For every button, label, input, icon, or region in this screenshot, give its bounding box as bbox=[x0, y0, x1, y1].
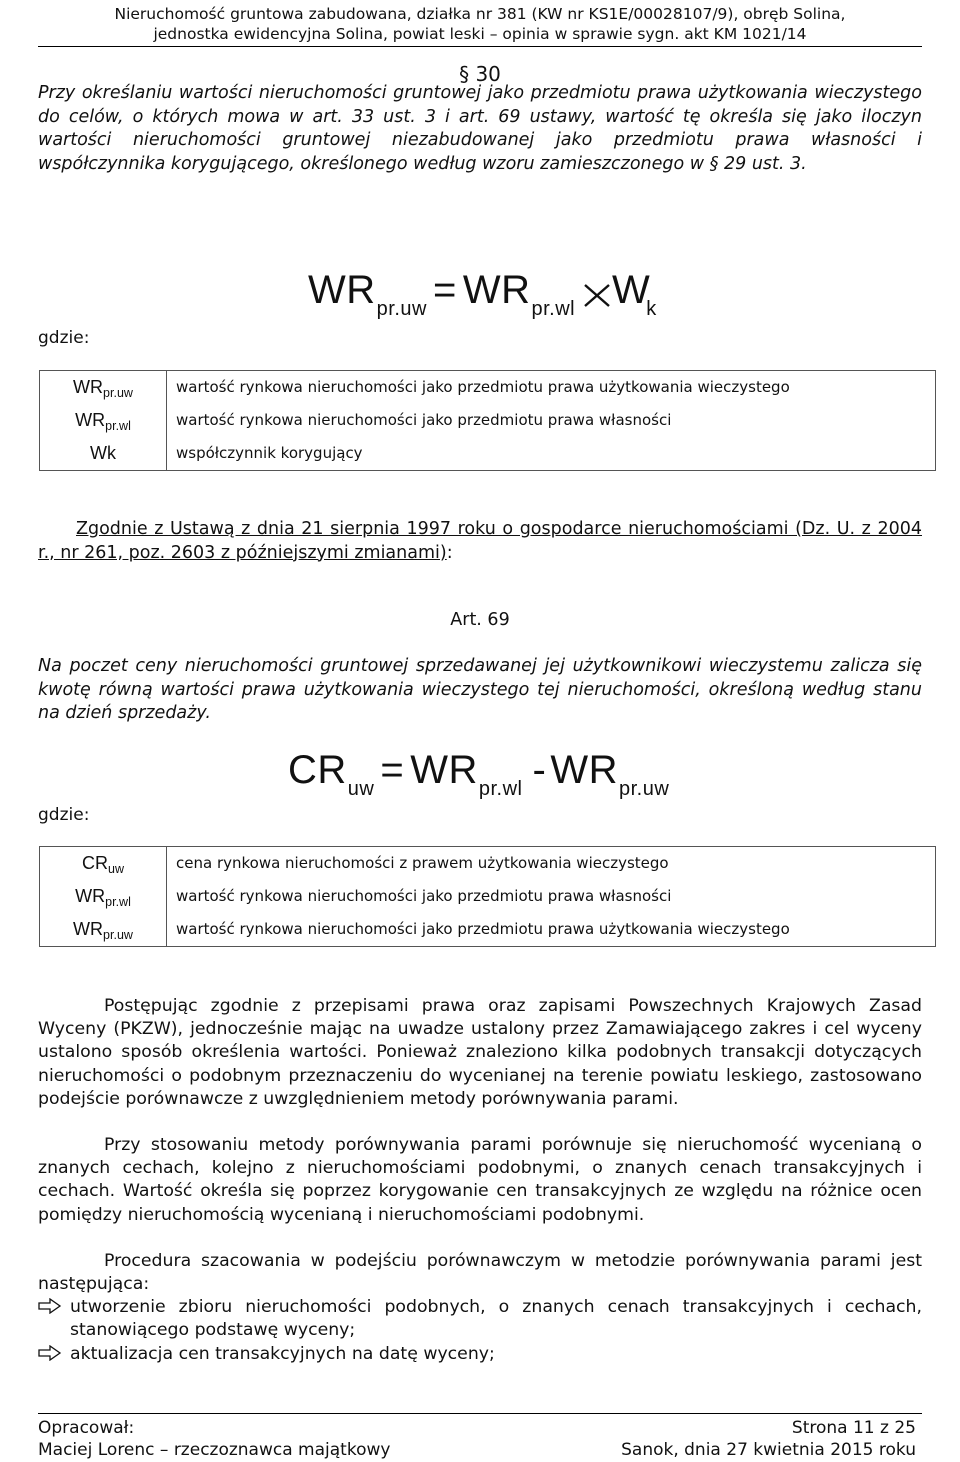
page-number: Strona 11 z 25 bbox=[791, 1418, 916, 1438]
paragraph-3: Procedura szacowania w podejściu porównawczym w metodzie porównywania parami jest następująca: bbox=[38, 1251, 922, 1295]
definitions-table-2 bbox=[39, 846, 936, 947]
footer-author-label: Opracował: bbox=[38, 1418, 135, 1438]
header-divider bbox=[38, 46, 922, 47]
footer-left bbox=[38, 1417, 390, 1461]
description-column bbox=[167, 371, 936, 471]
paragraph-2: Przy stosowaniu metody porównywania parami porównuje się nieruchomość wycenianą o znanych cechach, kolejno z nieruchomościami podobnymi, o znanych cenach transakcyjnych i cechach. Wartość określa się poprzez korygowanie cen transakcyjnych ze względu na różnice ocen pomiędzy nieruchomością wycenianą i nieruchomościami podobnymi. bbox=[38, 1135, 922, 1225]
formula2-r1: WR bbox=[410, 748, 478, 792]
symbol-column bbox=[40, 371, 167, 471]
formula-2 bbox=[288, 748, 670, 800]
symbol-column bbox=[40, 847, 167, 947]
footer-divider bbox=[38, 1413, 922, 1414]
place-date: Sanok, dnia 27 kwietnia 2015 roku bbox=[621, 1440, 916, 1460]
formula2-r2: WR bbox=[550, 748, 618, 792]
definition-text: współczynnik korygujący bbox=[176, 444, 363, 462]
formula2-r2-sub: pr.uw bbox=[618, 778, 670, 800]
formula1-lhs-sub: pr.uw bbox=[376, 298, 427, 320]
definition-text: wartość rynkowa nieruchomości jako przedmiotu prawa użytkowania wieczystego bbox=[176, 378, 790, 396]
formula2-equals: = bbox=[380, 748, 405, 792]
symbol-cell: $CR_{uw}$ bbox=[82, 853, 124, 876]
formula1-equals: = bbox=[432, 268, 457, 312]
list-item-text: utworzenie zbioru nieruchomości podobnych, o znanych cenach transakcyjnych i cechach, stanowiącego podstawę wyceny; bbox=[70, 1297, 922, 1341]
formula1-r1-sub: pr.wl bbox=[531, 298, 576, 320]
list-item bbox=[38, 1296, 922, 1342]
formula1-r2: W bbox=[612, 268, 651, 312]
header-line-1: Nieruchomość gruntowa zabudowana, działka nr 381 (KW nr KS1E/00028107/9), obręb Solina, bbox=[114, 5, 846, 23]
hollow-arrow-right-icon bbox=[38, 1345, 62, 1361]
formula1-where-label: gdzie: bbox=[38, 328, 90, 348]
symbol-cell: $WR_{pr.wl}$ bbox=[75, 410, 131, 433]
definition-text: wartość rynkowa nieruchomości jako przedmiotu prawa użytkowania wieczystego bbox=[176, 920, 790, 938]
symbol-cell: $WR_{pr.uw}$ bbox=[73, 919, 133, 942]
law-reference-text: Zgodnie z Ustawą z dnia 21 sierpnia 1997 roku o gospodarce nieruchomościami (Dz. U. z 2004 r., nr 261, poz. 2603 z późniejszymi zmianami) bbox=[38, 519, 922, 563]
formula1-r2-sub: k bbox=[646, 298, 657, 320]
list-item-text: aktualizacja cen transakcyjnych na datę wyceny; bbox=[70, 1344, 495, 1364]
formula2-r1-sub: pr.wl bbox=[478, 778, 523, 800]
section-number: § 30 bbox=[459, 62, 501, 86]
formula2-where-label: gdzie: bbox=[38, 805, 90, 825]
definitions-table-1 bbox=[39, 370, 936, 471]
header-line-2: jednostka ewidencyjna Solina, powiat leski – opinia w sprawie sygn. akt KM 1021/14 bbox=[153, 25, 807, 43]
page-header bbox=[0, 4, 960, 44]
footer-author: Maciej Lorenc – rzeczoznawca majątkowy bbox=[38, 1440, 391, 1460]
multiply-icon bbox=[582, 282, 614, 310]
formula2-lhs-sub: uw bbox=[347, 778, 375, 800]
symbol-cell: $WR_{pr.wl}$ bbox=[75, 886, 131, 909]
formula1-r1: WR bbox=[462, 268, 531, 312]
description-column bbox=[167, 847, 936, 947]
paragraph-1: Postępując zgodnie z przepisami prawa oraz zapisami Powszechnych Krajowych Zasad Wyceny (PKZW), jednocześnie mając na uwadze ustalony przez Zamawiającego zakres i cel wyceny ustalono sposób określenia wartości. Ponieważ znaleziono kilka podobnych transakcji dotyczących nieruchomości o podobnym przeznaczeniu do wycenianej na terenie powiatu leskiego, zastosowano podejście porównawcze z uwzględnieniem metody porównywania parami. bbox=[38, 996, 922, 1109]
article-text: Na poczet ceny nieruchomości gruntowej sprzedawanej jej użytkownikowi wieczystemu zalicza się kwotę równą wartości prawa użytkowania wieczystego tej nieruchomości, określoną według stanu na dzień sprzedaży. bbox=[38, 656, 922, 723]
article-title: Art. 69 bbox=[450, 610, 510, 630]
symbol-cell: Wk bbox=[90, 443, 116, 463]
formula2-minus: - bbox=[532, 748, 547, 792]
definition-text: wartość rynkowa nieruchomości jako przedmiotu prawa własności bbox=[176, 411, 672, 429]
law-reference: Zgodnie z Ustawą z dnia 21 sierpnia 1997 roku o gospodarce nieruchomościami (Dz. U. z 2004 r., nr 261, poz. 2603 z późniejszymi zmianami): bbox=[38, 519, 922, 563]
definition-text: cena rynkowa nieruchomości z prawem użytkowania wieczystego bbox=[176, 854, 669, 872]
formula-1 bbox=[308, 268, 576, 320]
footer-right bbox=[621, 1417, 916, 1461]
intro-paragraph: Przy określaniu wartości nieruchomości gruntowej jako przedmiotu prawa użytkowania wieczystego do celów, o których mowa w art. 33 ust. 3 i art. 69 ustawy, wartość tę określa się jako iloczyn wartości nieruchomości gruntowej niezabudowanej jako przedmiotu prawa własności i współczynnika korygującego, określonego według wzoru zamieszczonego w § 29 ust. 3. bbox=[38, 83, 922, 174]
formula1-lhs: WR bbox=[308, 268, 376, 312]
formula2-lhs: CR bbox=[288, 748, 347, 792]
list-item bbox=[38, 1343, 922, 1366]
definition-text: wartość rynkowa nieruchomości jako przedmiotu prawa własności bbox=[176, 887, 672, 905]
formula-1-factor bbox=[612, 268, 657, 320]
hollow-arrow-right-icon bbox=[38, 1298, 62, 1314]
symbol-cell: $WR_{pr.uw}$ bbox=[73, 377, 133, 400]
